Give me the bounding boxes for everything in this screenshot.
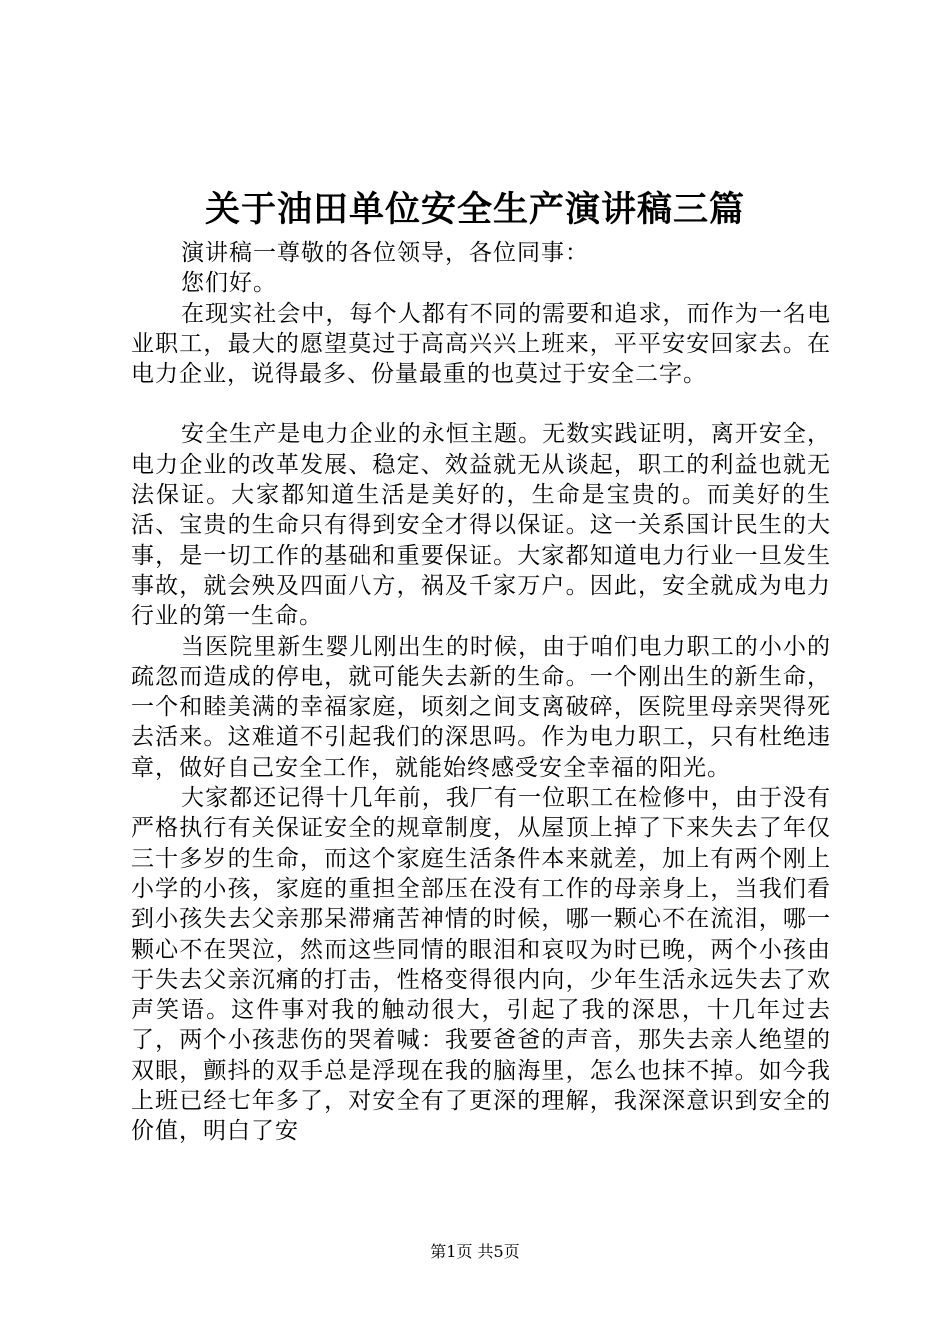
body-paragraph: 当医院里新生婴儿刚出生的时候，由于咱们电力职工的小小的疏忽而造成的停电，就可能失去新的生命。一个刚出生的新生命，一个和睦美满的幸福家庭，顷刻之间支离破碎，医院里母亲哭得死去活来。这难道不引起我们的深思吗。作为电力职工，只有杜绝违章，做好自己安全工作，就能始终感受安全幸福的阳光。 [131,633,831,781]
body-paragraph: 在现实社会中，每个人都有不同的需要和追求，而作为一名电业职工，最大的愿望莫过于高高兴兴上班来，平平安安回家去。在电力企业，说得最多、份量最重的也莫过于安全二字。 [131,300,831,388]
body-paragraph: 大家都还记得十几年前，我厂有一位职工在检修中，由于没有严格执行有关保证安全的规章制度，从屋顶上掉了下来失去了年仅三十多岁的生命，而这个家庭生活条件本来就差，加上有两个刚上小学的小孩，家庭的重担全部压在没有工作的母亲身上，当我们看到小孩失去父亲那呆滞痛苦神情的时候，哪一颗心不在流泪，哪一颗心不在哭泣，然而这些同情的眼泪和哀叹为时已晚，两个小孩由于失去父亲沉痛的打击，性格变得很内向，少年生活永远失去了欢声笑语。这件事对我的触动很大，引起了我的深思，十几年过去了，两个小孩悲伤的哭着喊：我要爸爸的声音，那失去亲人绝望的双眼，颤抖的双手总是浮现在我的脑海里，怎么也抹不掉。如今我上班已经七年多了，对安全有了更深的理解，我深深意识到安全的价值，明白了安 [131,785,831,1145]
greeting-paragraph: 您们好。 [181,270,277,297]
salutation-paragraph: 演讲稿一尊敬的各位领导，各位同事： [181,240,589,266]
document-body [131,238,831,1147]
page-number-footer: 第1页 共5页 [430,1242,520,1261]
paragraph-spacer [131,389,831,419]
body-paragraph: 安全生产是电力企业的永恒主题。无数实践证明，离开安全，电力企业的改革发展、稳定、效益就无从谈起，职工的利益也就无法保证。大家都知道生活是美好的，生命是宝贵的。而美好的生活、宝贵的生命只有得到安全才得以保证。这一关系国计民生的大事，是一切工作的基础和重要保证。大家都知道电力行业一旦发生事故，就会殃及四面八方，祸及千家万户。因此，安全就成为电力行业的第一生命。 [131,421,831,630]
document-title: 关于油田单位安全生产演讲稿三篇 [204,189,745,230]
